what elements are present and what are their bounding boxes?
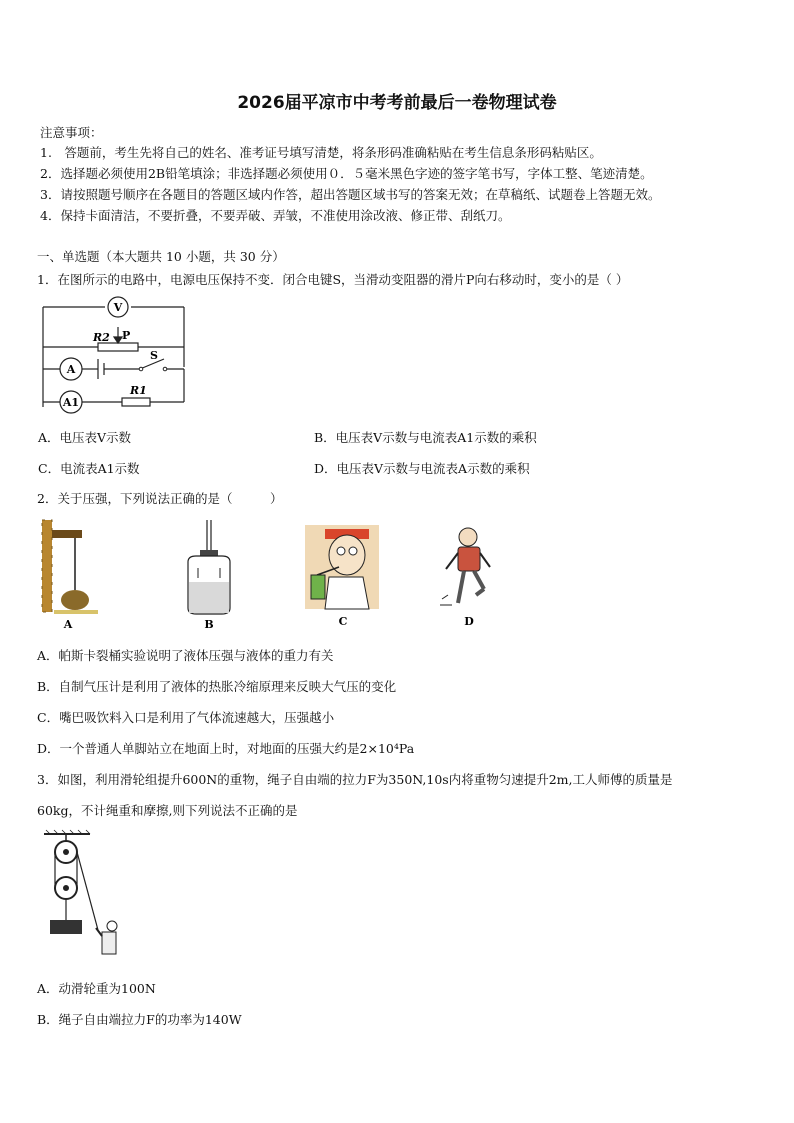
notice-item-3: 3．请按照题号顺序在各题目的答题区域内作答，超出答题区域书写的答案无效；在草稿纸、试题卷上答题无效。 [40, 187, 661, 202]
p-label: P [122, 329, 131, 342]
q3-option-b: B．绳子自由端拉力F的功率为140W [37, 1012, 242, 1027]
q1-option-a: A．电压表V示数 [38, 430, 132, 445]
image-label-c: C [338, 615, 348, 628]
q2-option-a: A．帕斯卡裂桶实验说明了液体压强与液体的重力有关 [37, 648, 334, 663]
image-label-b: B [204, 618, 214, 631]
section-heading: 一、单选题（本大题共 10 小题，共 30 分） [37, 249, 285, 264]
drinking-straw-illustration [303, 525, 383, 630]
image-label-a: A [63, 618, 73, 631]
notice-item-4: 4．保持卡面清洁，不要折叠，不要弄破、弄皱，不准使用涂改液、修正带、刮纸刀。 [40, 208, 511, 223]
worker-icon [96, 921, 117, 954]
q2-option-b: B．自制气压计是利用了液体的热胀冷缩原理来反映大气压的变化 [37, 679, 397, 694]
question-1-stem: 1．在图所示的电路中，电源电压保持不变．闭合电键S，当滑动变阻器的滑片P向右移动时，变小的是（ ） [37, 272, 629, 287]
q3-option-a: A．动滑轮重为100N [37, 981, 156, 996]
question-2-stem: 2．关于压强，下列说法正确的是（ ） [37, 491, 283, 506]
barometer-jar-illustration [178, 520, 238, 630]
question-3-stem-line-1: 3．如图，利用滑轮组提升600N的重物，绳子自由端的拉力F为350N,10s内将重物匀速提升2m,工人师傅的质量是 [37, 772, 673, 787]
q2-option-d: D．一个普通人单脚站立在地面上时，对地面的压强大约是2×10⁴Pa [37, 741, 415, 756]
pascal-barrel-illustration [42, 520, 102, 630]
r1-label: R1 [130, 384, 147, 397]
voltmeter-icon [108, 297, 128, 317]
ammeter1-label: A1 [62, 396, 80, 409]
ammeter-icon [60, 358, 82, 380]
switch-label: S [150, 349, 158, 362]
voltmeter-label: V [113, 301, 123, 314]
page-title: 2026届平凉市中考考前最后一卷物理试卷 [237, 93, 557, 113]
ammeter-label: A [66, 363, 76, 376]
q1-option-c: C．电流表A1示数 [38, 461, 140, 476]
notice-item-1: 1. 答题前，考生先将自己的姓名、准考证号填写清楚，将条形码准确粘贴在考生信息条形码粘贴区。 [40, 145, 602, 160]
q1-option-b: B．电压表V示数与电流表A1示数的乘积 [314, 430, 537, 445]
ammeter1-icon [60, 391, 82, 413]
q1-option-d: D．电压表V示数与电流表A示数的乘积 [314, 461, 530, 476]
circuit-diagram [38, 295, 188, 415]
q2-option-c: C．嘴巴吸饮料入口是利用了气体流速越大，压强越小 [37, 710, 335, 725]
notice-item-2: 2．选择题必须使用2B铅笔填涂；非选择题必须使用０．５毫米黑色字迹的签字笔书写，字体工整、笔迹清楚。 [40, 166, 653, 181]
notice-heading: 注意事项： [40, 125, 103, 140]
pulley-system-illustration [40, 830, 130, 960]
image-label-d: D [464, 615, 474, 628]
question-3-stem-line-2: 60kg，不计绳重和摩擦,则下列说法不正确的是 [37, 803, 298, 818]
r2-label: R2 [93, 331, 110, 344]
standing-person-illustration [438, 525, 498, 630]
